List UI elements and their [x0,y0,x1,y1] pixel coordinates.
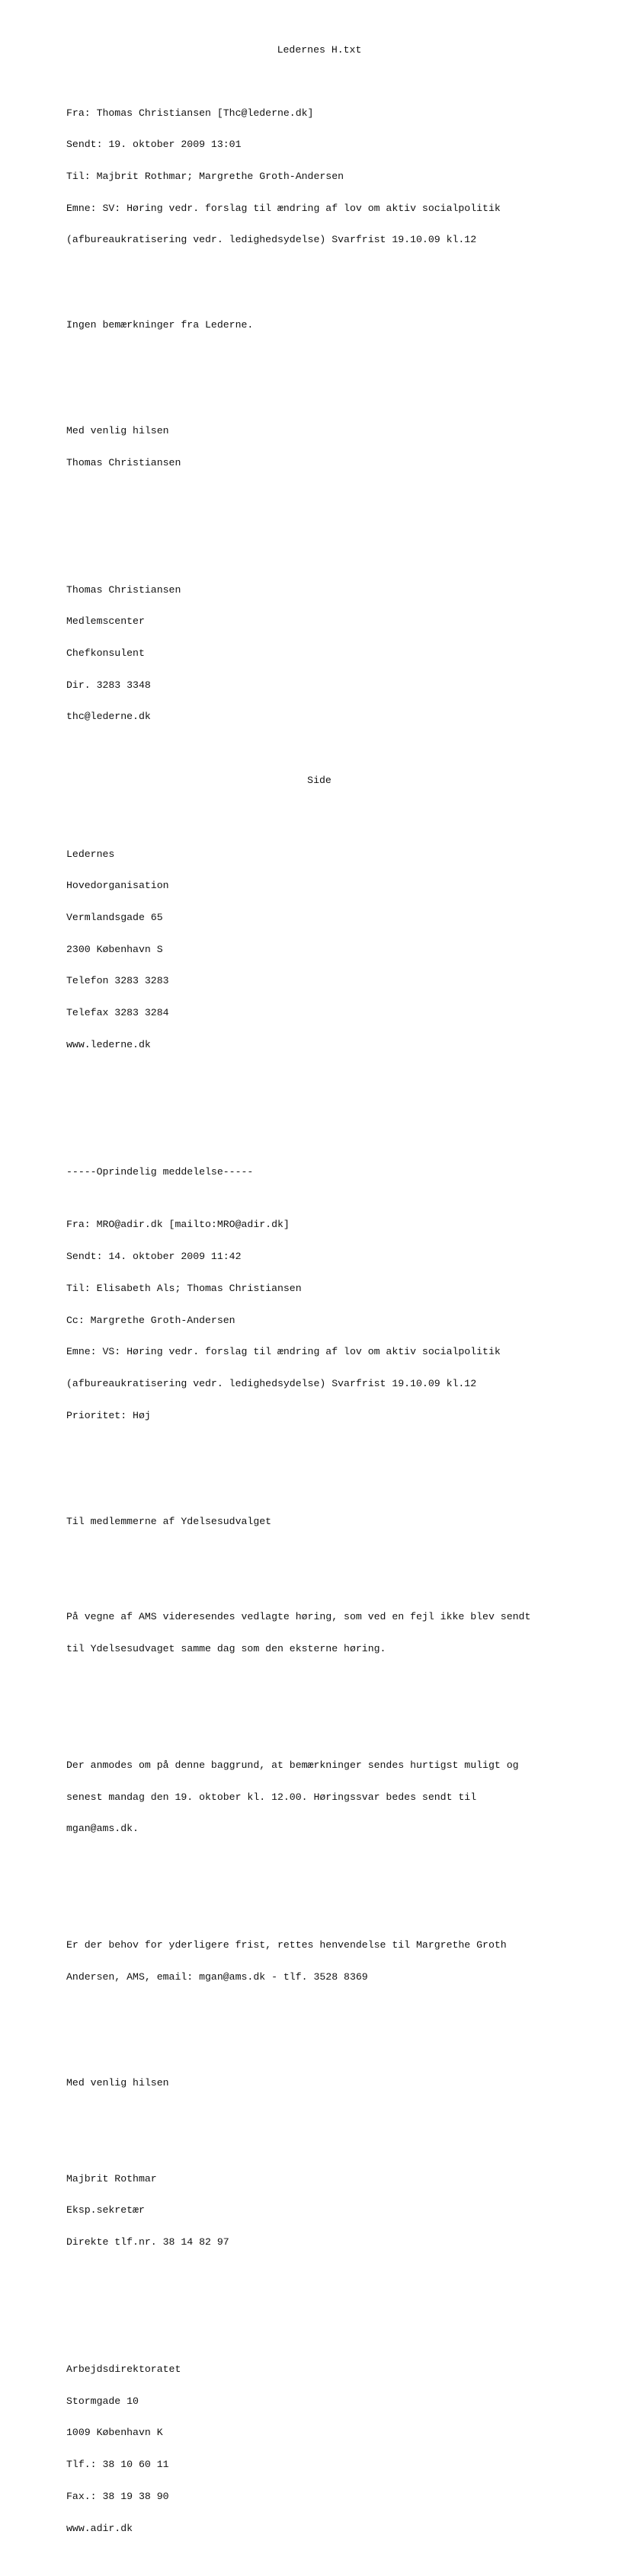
original-org-website: www.adir.dk [66,2522,133,2534]
org-street: Vermlandsgade 65 [66,911,163,923]
reply-closing [66,404,600,489]
original-salutation: Til medlemmerne af Ydelsesudvalget [66,1515,272,1527]
original-greeting: Med venlig hilsen [66,2077,169,2089]
reply-to: Til: Majbrit Rothmar; Margrethe Groth-Andersen [66,170,344,182]
reply-subject-cont: (afbureaukratisering vedr. ledighedsydelse) Svarfrist 19.10.09 kl.12 [66,234,477,246]
org-name-2: Hovedorganisation [66,880,169,892]
original-paragraph-2 [66,1739,600,1855]
reply-signature [66,564,600,743]
signature-title: Chefkonsulent [66,647,145,660]
org-city: 2300 København S [66,943,163,955]
original-signature [66,2153,600,2269]
reply-header [66,87,600,267]
original-priority: Prioritet: Høj [66,1409,151,1421]
original-from: Fra: MRO@adir.dk [mailto:MRO@adir.dk] [66,1219,290,1231]
reply-sent: Sendt: 19. oktober 2009 13:01 [66,139,242,151]
paragraph-3-line-1: Er der behov for yderligere frist, rettes henvendelse til Margrethe Groth [66,1939,507,1951]
signature-email: thc@lederne.dk [66,711,151,723]
original-subject: Emne: VS: Høring vedr. forslag til ændring af lov om aktiv socialpolitik [66,1346,501,1358]
paragraph-2-line-2: senest mandag den 19. oktober kl. 12.00. Høringssvar bedes sendt til [66,1791,477,1803]
original-to: Til: Elisabeth Als; Thomas Christiansen [66,1282,302,1294]
signature-phone: Dir. 3283 3348 [66,679,151,691]
original-organisation [66,2343,600,2555]
paragraph-2-line-3: mgan@ams.dk. [66,1823,139,1835]
original-signature-name: Majbrit Rothmar [66,2172,157,2184]
original-header [66,1199,600,1443]
original-signature-phone: Direkte tlf.nr. 38 14 82 97 [66,2236,229,2248]
paragraph-1-line-2: til Ydelsesudvaget samme dag som den eksterne høring. [66,1642,386,1654]
original-org-fax: Fax.: 38 19 38 90 [66,2490,169,2502]
original-org-name: Arbejdsdirektoratet [66,2363,181,2375]
original-org-street: Stormgade 10 [66,2395,139,2407]
paragraph-3-line-2: Andersen, AMS, email: mgan@ams.dk - tlf. 3528 8369 [66,1971,368,1983]
reply-greeting: Med venlig hilsen [66,424,169,436]
original-org-phone: Tlf.: 38 10 60 11 [66,2459,169,2471]
original-org-city: 1009 København K [66,2427,163,2439]
original-cc: Cc: Margrethe Groth-Andersen [66,1314,235,1326]
original-message-separator: -----Oprindelig meddelelse----- [66,1165,254,1178]
document-title: Ledernes H.txt [277,44,362,56]
reply-subject: Emne: SV: Høring vedr. forslag til ændring af lov om aktiv socialpolitik [66,202,501,214]
reply-sender-name: Thomas Christiansen [66,456,181,468]
page-footer: Side [307,775,332,786]
reply-body: Ingen bemærkninger fra Lederne. [66,318,254,331]
original-subject-cont: (afbureaukratisering vedr. ledighedsydelse) Svarfrist 19.10.09 kl.12 [66,1378,477,1389]
original-sent: Sendt: 14. oktober 2009 11:42 [66,1251,242,1263]
org-phone: Telefon 3283 3283 [66,975,169,987]
org-fax: Telefax 3283 3284 [66,1007,169,1019]
original-paragraph-3 [66,1919,600,2004]
paragraph-2-line-1: Der anmodes om på denne baggrund, at bemærkninger sendes hurtigst muligt og [66,1759,519,1771]
original-paragraph-1 [66,1590,600,1675]
reply-from: Fra: Thomas Christiansen [Thc@lederne.dk] [66,107,314,119]
signature-department: Medlemscenter [66,615,145,628]
signature-name: Thomas Christiansen [66,583,181,596]
org-website: www.lederne.dk [66,1038,151,1050]
org-name-1: Ledernes [66,848,115,860]
email-text [66,55,600,2576]
reply-organisation [66,828,600,1072]
original-signature-title: Eksp.sekretær [66,2204,145,2216]
paragraph-1-line-1: På vegne af AMS videresendes vedlagte høring, som ved en fejl ikke blev sendt [66,1611,531,1623]
